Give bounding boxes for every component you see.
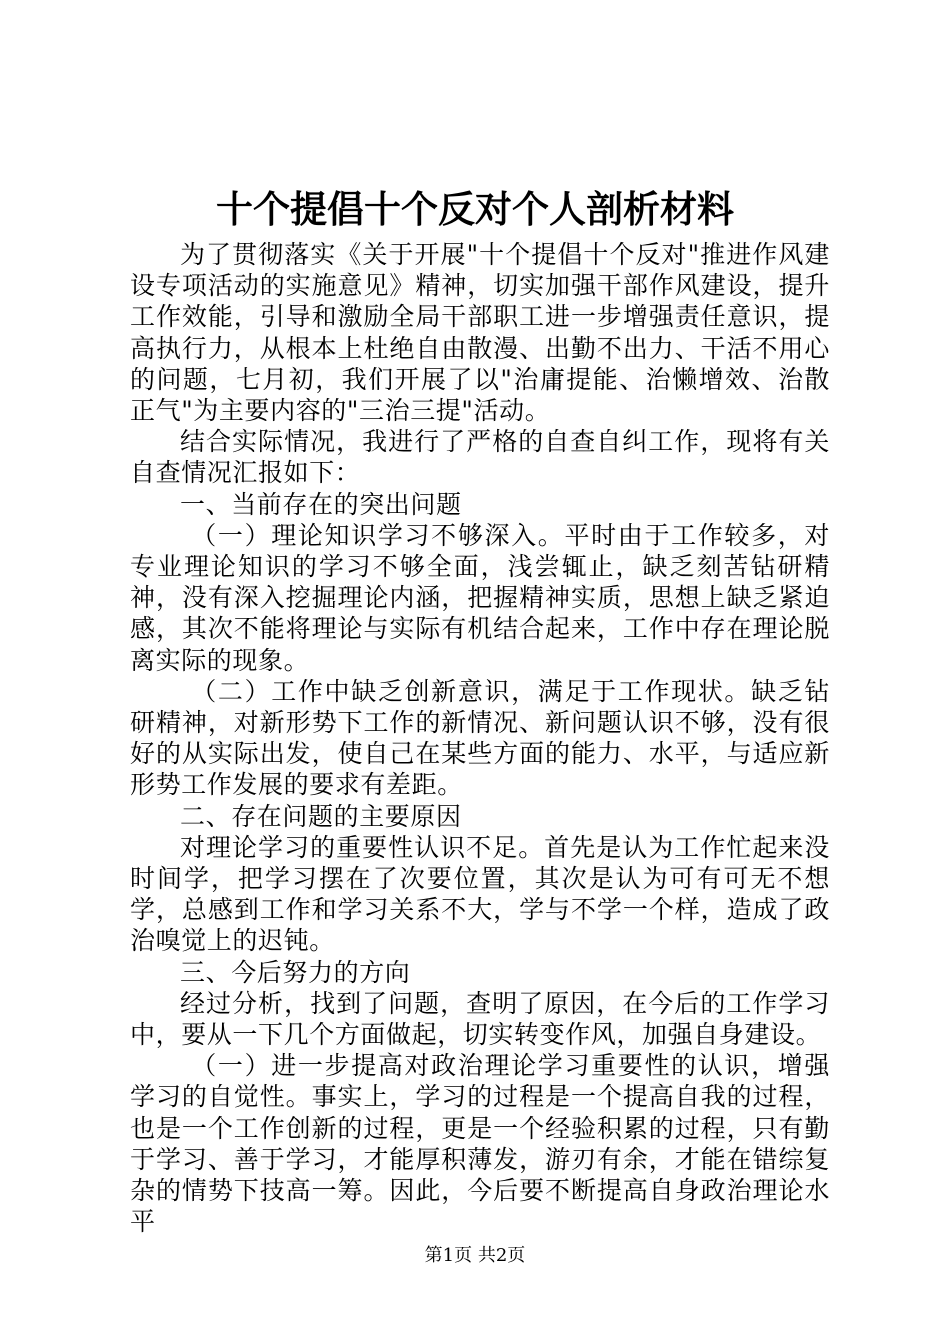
paragraph-direction-1: （一）进一步提高对政治理论学习重要性的认识，增强学习的自觉性。事实上，学习的过程是一个提高自我的过程，也是一个工作创新的过程，更是一个经验积累的过程，只有勤于学习、善于学习，才能厚积薄发，游刃有余，才能在错综复杂的情势下技高一筹。因此，今后要不断提高自身政治理论水平 xyxy=(130,1051,830,1237)
section-heading-direction: 三、今后努力的方向 xyxy=(180,957,411,987)
page-number-footer: 第1页 共2页 xyxy=(424,1245,526,1266)
section-heading-problems: 一、当前存在的突出问题 xyxy=(180,489,462,519)
paragraph-self-check: 结合实际情况，我进行了严格的自查自纠工作，现将有关自查情况汇报如下： xyxy=(130,427,830,488)
document-title: 十个提倡十个反对个人剖析材料 xyxy=(216,187,734,231)
paragraph-cause: 对理论学习的重要性认识不足。首先是认为工作忙起来没时间学，把学习摆在了次要位置，其次是认为可有可无不想学，总感到工作和学习关系不大，学与不学一个样，造成了政治嗅觉上的迟钝。 xyxy=(130,832,830,956)
document-body xyxy=(130,239,830,1238)
paragraph-intro: 为了贯彻落实《关于开展"十个提倡十个反对"推进作风建设专项活动的实施意见》精神，切实加强干部作风建设，提升工作效能，引导和激励全局干部职工进一步增强责任意识，提高执行力，从根本上杜绝自由散漫、出勤不出力、干活不用心的问题，七月初，我们开展了以"治庸提能、治懒增效、治散正气"为主要内容的"三治三提"活动。 xyxy=(130,240,830,426)
paragraph-problem-2: （二）工作中缺乏创新意识，满足于工作现状。缺乏钻研精神，对新形势下工作的新情况、新问题认识不够，没有很好的从实际出发，使自己在某些方面的能力、水平，与适应新形势工作发展的要求有差距。 xyxy=(130,676,830,800)
paragraph-direction-intro: 经过分析，找到了问题，查明了原因，在今后的工作学习中，要从一下几个方面做起，切实转变作风，加强自身建设。 xyxy=(130,988,830,1050)
section-heading-causes: 二、存在问题的主要原因 xyxy=(180,801,462,831)
paragraph-problem-1: （一）理论知识学习不够深入。平时由于工作较多，对专业理论知识的学习不够全面，浅尝辄止，缺乏刻苦钻研精神，没有深入挖掘理论内涵，把握精神实质，思想上缺乏紧迫感，其次不能将理论与实际有机结合起来，工作中存在理论脱离实际的现象。 xyxy=(130,520,830,675)
